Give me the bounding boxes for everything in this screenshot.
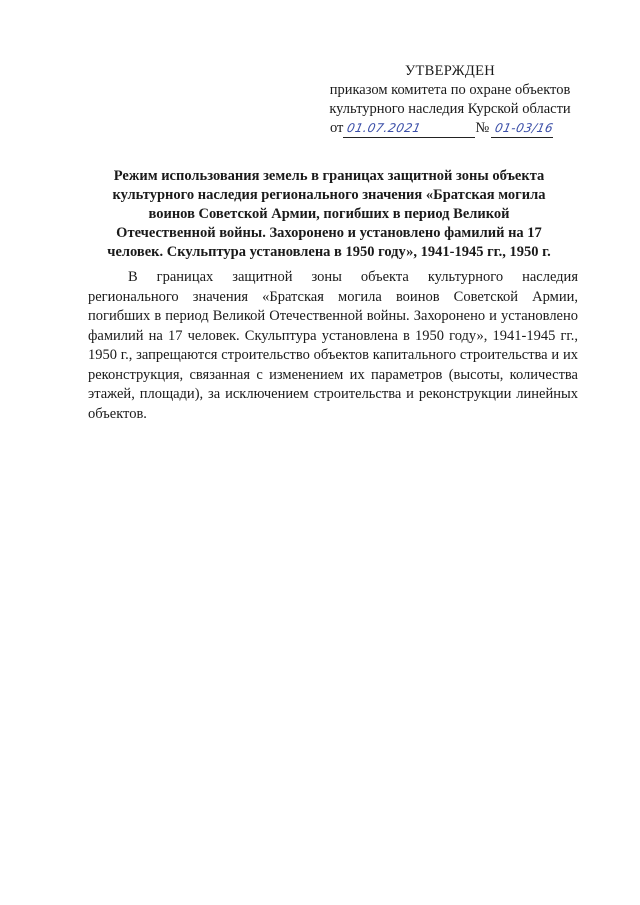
number-prefix: № [475,120,490,136]
approval-title: УТВЕРЖДЕН [404,63,496,79]
handwritten-date: 01.07.2021 [346,121,423,135]
approval-block [300,62,600,139]
approval-line-2: культурного наследия Курской области [329,101,571,117]
body-paragraph: В границах защитной зоны объекта культурного наследия регионального значения «Братская могила воинов Советской Армии, погибших в период Великой Отечественной войны. Захоронено и установлено фамилий на 17 человек. Скульптура установлена в 1950 году», 1941-1945 гг., 1950 г., запрещаются строительство объектов капитального строительства и их реконструкция, связанная с изменением их параметров (высоты, количества этажей, площади), за исключением строительства и реконструкции линейных объектов. [88,269,578,422]
approval-date-number-line [330,119,600,139]
date-field [343,121,475,138]
handwritten-number: 01-03/16 [493,121,556,135]
approval-line-1: приказом комитета по охране объектов [329,82,571,98]
date-prefix: от [330,120,344,136]
number-field [491,121,556,138]
document-heading: Режим использования земель в границах защитной зоны объекта культурного наследия регионального значения «Братская могила воинов Советской Армии, погибших в период Великой Отечественной войны. Захоронено и установлено фамилий на 17 человек. Скульптура установлена в 1950 году», 1941-1945 гг., 1950 г. [107,168,551,260]
